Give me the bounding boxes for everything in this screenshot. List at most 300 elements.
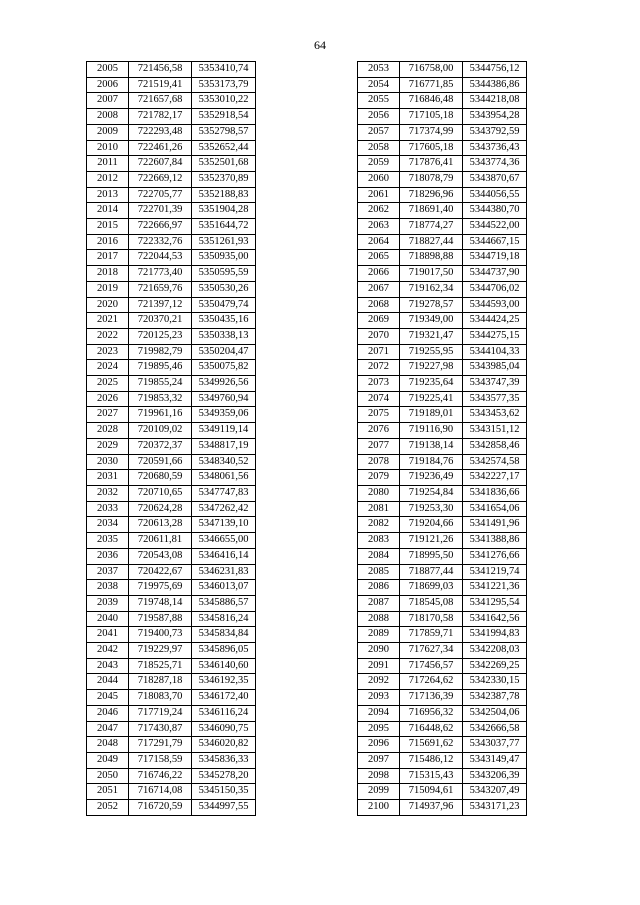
point-number-cell: 2035 — [87, 533, 129, 549]
x-coordinate-cell: 715691,62 — [400, 737, 463, 753]
y-coordinate-cell: 5352918,54 — [192, 109, 256, 125]
table-row — [87, 721, 256, 737]
table-row — [87, 93, 256, 109]
point-number-cell: 2077 — [358, 438, 400, 454]
table-row — [87, 548, 256, 564]
point-number-cell: 2041 — [87, 627, 129, 643]
point-number-cell: 2068 — [358, 297, 400, 313]
table-row — [358, 266, 527, 282]
x-coordinate-cell: 720680,59 — [129, 470, 192, 486]
point-number-cell: 2081 — [358, 501, 400, 517]
table-row — [358, 705, 527, 721]
point-number-cell: 2089 — [358, 627, 400, 643]
x-coordinate-cell: 721773,40 — [129, 266, 192, 282]
y-coordinate-cell: 5342574,58 — [463, 454, 527, 470]
point-number-cell: 2012 — [87, 171, 129, 187]
table-row — [358, 423, 527, 439]
table-row — [87, 313, 256, 329]
x-coordinate-cell: 719017,50 — [400, 266, 463, 282]
point-number-cell: 2045 — [87, 690, 129, 706]
table-row — [358, 313, 527, 329]
x-coordinate-cell: 722332,76 — [129, 234, 192, 250]
y-coordinate-cell: 5347747,83 — [192, 485, 256, 501]
y-coordinate-cell: 5346172,40 — [192, 690, 256, 706]
x-coordinate-cell: 719400,73 — [129, 627, 192, 643]
y-coordinate-cell: 5341295,54 — [463, 595, 527, 611]
table-row — [87, 643, 256, 659]
y-coordinate-cell: 5350935,00 — [192, 250, 256, 266]
x-coordinate-cell: 716720,59 — [129, 800, 192, 816]
table-row — [87, 690, 256, 706]
x-coordinate-cell: 716714,08 — [129, 784, 192, 800]
table-row — [87, 627, 256, 643]
x-coordinate-cell: 719204,66 — [400, 517, 463, 533]
y-coordinate-cell: 5342269,25 — [463, 658, 527, 674]
table-row — [87, 705, 256, 721]
table-row — [87, 203, 256, 219]
table-row — [87, 768, 256, 784]
point-number-cell: 2060 — [358, 171, 400, 187]
table-row — [87, 533, 256, 549]
x-coordinate-cell: 716758,00 — [400, 62, 463, 78]
point-number-cell: 2027 — [87, 407, 129, 423]
table-row — [358, 768, 527, 784]
x-coordinate-cell: 718078,79 — [400, 171, 463, 187]
x-coordinate-cell: 721782,17 — [129, 109, 192, 125]
y-coordinate-cell: 5352798,57 — [192, 124, 256, 140]
point-number-cell: 2085 — [358, 564, 400, 580]
point-number-cell: 2092 — [358, 674, 400, 690]
point-number-cell: 2028 — [87, 423, 129, 439]
point-number-cell: 2053 — [358, 62, 400, 78]
x-coordinate-cell: 719254,84 — [400, 485, 463, 501]
point-number-cell: 2082 — [358, 517, 400, 533]
y-coordinate-cell: 5343207,49 — [463, 784, 527, 800]
point-number-cell: 2074 — [358, 391, 400, 407]
table-row — [87, 423, 256, 439]
x-coordinate-cell: 718699,03 — [400, 580, 463, 596]
table-row — [87, 250, 256, 266]
y-coordinate-cell: 5346231,83 — [192, 564, 256, 580]
y-coordinate-cell: 5353010,22 — [192, 93, 256, 109]
y-coordinate-cell: 5344997,55 — [192, 800, 256, 816]
y-coordinate-cell: 5344667,15 — [463, 234, 527, 250]
table-row — [358, 674, 527, 690]
y-coordinate-cell: 5345836,33 — [192, 752, 256, 768]
point-number-cell: 2083 — [358, 533, 400, 549]
y-coordinate-cell: 5350435,16 — [192, 313, 256, 329]
table-row — [358, 643, 527, 659]
y-coordinate-cell: 5349926,56 — [192, 376, 256, 392]
point-number-cell: 2014 — [87, 203, 129, 219]
x-coordinate-cell: 721657,68 — [129, 93, 192, 109]
y-coordinate-cell: 5347262,42 — [192, 501, 256, 517]
point-number-cell: 2007 — [87, 93, 129, 109]
point-number-cell: 2079 — [358, 470, 400, 486]
point-number-cell: 2096 — [358, 737, 400, 753]
table-row — [358, 485, 527, 501]
table-row — [87, 376, 256, 392]
y-coordinate-cell: 5342330,15 — [463, 674, 527, 690]
point-number-cell: 2086 — [358, 580, 400, 596]
y-coordinate-cell: 5344380,70 — [463, 203, 527, 219]
x-coordinate-cell: 719225,41 — [400, 391, 463, 407]
y-coordinate-cell: 5341836,66 — [463, 485, 527, 501]
x-coordinate-cell: 719982,79 — [129, 344, 192, 360]
point-number-cell: 2078 — [358, 454, 400, 470]
x-coordinate-cell: 717158,59 — [129, 752, 192, 768]
table-row — [358, 281, 527, 297]
x-coordinate-cell: 718995,50 — [400, 548, 463, 564]
point-number-cell: 2048 — [87, 737, 129, 753]
x-coordinate-cell: 716448,62 — [400, 721, 463, 737]
table-row — [87, 62, 256, 78]
x-coordinate-cell: 718877,44 — [400, 564, 463, 580]
table-row — [87, 438, 256, 454]
y-coordinate-cell: 5343151,12 — [463, 423, 527, 439]
point-number-cell: 2034 — [87, 517, 129, 533]
coordinates-table-left — [86, 61, 256, 816]
point-number-cell: 2023 — [87, 344, 129, 360]
point-number-cell: 2076 — [358, 423, 400, 439]
table-row — [358, 156, 527, 172]
y-coordinate-cell: 5341276,66 — [463, 548, 527, 564]
y-coordinate-cell: 5344737,90 — [463, 266, 527, 282]
point-number-cell: 2069 — [358, 313, 400, 329]
y-coordinate-cell: 5350338,13 — [192, 328, 256, 344]
y-coordinate-cell: 5350530,26 — [192, 281, 256, 297]
x-coordinate-cell: 717374,99 — [400, 124, 463, 140]
y-coordinate-cell: 5351644,72 — [192, 219, 256, 235]
table-row — [87, 171, 256, 187]
table-row — [358, 501, 527, 517]
table-row — [358, 234, 527, 250]
table-row — [87, 109, 256, 125]
y-coordinate-cell: 5341994,83 — [463, 627, 527, 643]
x-coordinate-cell: 718827,44 — [400, 234, 463, 250]
y-coordinate-cell: 5346090,75 — [192, 721, 256, 737]
table-row — [87, 501, 256, 517]
x-coordinate-cell: 720422,67 — [129, 564, 192, 580]
point-number-cell: 2017 — [87, 250, 129, 266]
point-number-cell: 2019 — [87, 281, 129, 297]
point-number-cell: 2097 — [358, 752, 400, 768]
table-row — [87, 156, 256, 172]
point-number-cell: 2072 — [358, 360, 400, 376]
x-coordinate-cell: 717719,24 — [129, 705, 192, 721]
point-number-cell: 2084 — [358, 548, 400, 564]
x-coordinate-cell: 715315,43 — [400, 768, 463, 784]
x-coordinate-cell: 720611,81 — [129, 533, 192, 549]
point-number-cell: 2021 — [87, 313, 129, 329]
y-coordinate-cell: 5341388,86 — [463, 533, 527, 549]
point-number-cell: 2055 — [358, 93, 400, 109]
table-row — [358, 297, 527, 313]
y-coordinate-cell: 5352188,83 — [192, 187, 256, 203]
table-row — [358, 533, 527, 549]
point-number-cell: 2025 — [87, 376, 129, 392]
point-number-cell: 2065 — [358, 250, 400, 266]
y-coordinate-cell: 5346020,82 — [192, 737, 256, 753]
table-row — [87, 580, 256, 596]
y-coordinate-cell: 5346416,14 — [192, 548, 256, 564]
point-number-cell: 2033 — [87, 501, 129, 517]
point-number-cell: 2095 — [358, 721, 400, 737]
x-coordinate-cell: 720370,21 — [129, 313, 192, 329]
table-row — [87, 485, 256, 501]
table-row — [358, 124, 527, 140]
x-coordinate-cell: 720372,37 — [129, 438, 192, 454]
x-coordinate-cell: 717136,39 — [400, 690, 463, 706]
y-coordinate-cell: 5347139,10 — [192, 517, 256, 533]
y-coordinate-cell: 5345278,20 — [192, 768, 256, 784]
point-number-cell: 2024 — [87, 360, 129, 376]
y-coordinate-cell: 5342208,03 — [463, 643, 527, 659]
table-row — [358, 376, 527, 392]
x-coordinate-cell: 722705,77 — [129, 187, 192, 203]
x-coordinate-cell: 716771,85 — [400, 77, 463, 93]
x-coordinate-cell: 718170,58 — [400, 611, 463, 627]
point-number-cell: 2087 — [358, 595, 400, 611]
table-row — [87, 187, 256, 203]
point-number-cell: 2067 — [358, 281, 400, 297]
x-coordinate-cell: 716956,32 — [400, 705, 463, 721]
table-row — [358, 77, 527, 93]
x-coordinate-cell: 718898,88 — [400, 250, 463, 266]
point-number-cell: 2056 — [358, 109, 400, 125]
x-coordinate-cell: 719138,14 — [400, 438, 463, 454]
table-row — [87, 674, 256, 690]
table-row — [358, 564, 527, 580]
table-row — [87, 784, 256, 800]
x-coordinate-cell: 719349,00 — [400, 313, 463, 329]
y-coordinate-cell: 5343037,77 — [463, 737, 527, 753]
y-coordinate-cell: 5341219,74 — [463, 564, 527, 580]
y-coordinate-cell: 5349760,94 — [192, 391, 256, 407]
x-coordinate-cell: 719321,47 — [400, 328, 463, 344]
y-coordinate-cell: 5344522,00 — [463, 219, 527, 235]
table-row — [358, 690, 527, 706]
table-row — [358, 187, 527, 203]
point-number-cell: 2064 — [358, 234, 400, 250]
x-coordinate-cell: 718545,08 — [400, 595, 463, 611]
x-coordinate-cell: 720591,66 — [129, 454, 192, 470]
y-coordinate-cell: 5343774,36 — [463, 156, 527, 172]
x-coordinate-cell: 719253,30 — [400, 501, 463, 517]
y-coordinate-cell: 5344593,00 — [463, 297, 527, 313]
point-number-cell: 2039 — [87, 595, 129, 611]
y-coordinate-cell: 5345816,24 — [192, 611, 256, 627]
x-coordinate-cell: 719121,26 — [400, 533, 463, 549]
x-coordinate-cell: 714937,96 — [400, 800, 463, 816]
y-coordinate-cell: 5344424,25 — [463, 313, 527, 329]
y-coordinate-cell: 5349119,14 — [192, 423, 256, 439]
x-coordinate-cell: 716846,48 — [400, 93, 463, 109]
y-coordinate-cell: 5345834,84 — [192, 627, 256, 643]
y-coordinate-cell: 5348061,56 — [192, 470, 256, 486]
table-row — [87, 281, 256, 297]
x-coordinate-cell: 719189,01 — [400, 407, 463, 423]
point-number-cell: 2047 — [87, 721, 129, 737]
y-coordinate-cell: 5343171,23 — [463, 800, 527, 816]
point-number-cell: 2015 — [87, 219, 129, 235]
point-number-cell: 2011 — [87, 156, 129, 172]
y-coordinate-cell: 5343577,35 — [463, 391, 527, 407]
point-number-cell: 2046 — [87, 705, 129, 721]
y-coordinate-cell: 5351904,28 — [192, 203, 256, 219]
table-row — [87, 297, 256, 313]
table-row — [358, 140, 527, 156]
y-coordinate-cell: 5345150,35 — [192, 784, 256, 800]
y-coordinate-cell: 5342504,06 — [463, 705, 527, 721]
coordinates-table-right — [357, 61, 527, 816]
table-row — [87, 517, 256, 533]
table-row — [87, 564, 256, 580]
point-number-cell: 2100 — [358, 800, 400, 816]
y-coordinate-cell: 5343747,39 — [463, 376, 527, 392]
table-row — [358, 62, 527, 78]
x-coordinate-cell: 722666,97 — [129, 219, 192, 235]
table-row — [358, 517, 527, 533]
table-row — [87, 219, 256, 235]
table-row — [358, 203, 527, 219]
point-number-cell: 2040 — [87, 611, 129, 627]
x-coordinate-cell: 718774,27 — [400, 219, 463, 235]
point-number-cell: 2032 — [87, 485, 129, 501]
point-number-cell: 2052 — [87, 800, 129, 816]
y-coordinate-cell: 5353173,79 — [192, 77, 256, 93]
y-coordinate-cell: 5346655,00 — [192, 533, 256, 549]
point-number-cell: 2049 — [87, 752, 129, 768]
y-coordinate-cell: 5343954,28 — [463, 109, 527, 125]
x-coordinate-cell: 717291,79 — [129, 737, 192, 753]
y-coordinate-cell: 5343985,04 — [463, 360, 527, 376]
point-number-cell: 2090 — [358, 643, 400, 659]
table-row — [87, 658, 256, 674]
table-row — [358, 580, 527, 596]
table-row — [87, 800, 256, 816]
point-number-cell: 2075 — [358, 407, 400, 423]
y-coordinate-cell: 5345896,05 — [192, 643, 256, 659]
x-coordinate-cell: 720109,02 — [129, 423, 192, 439]
point-number-cell: 2030 — [87, 454, 129, 470]
y-coordinate-cell: 5344719,18 — [463, 250, 527, 266]
y-coordinate-cell: 5341642,56 — [463, 611, 527, 627]
y-coordinate-cell: 5350595,59 — [192, 266, 256, 282]
point-number-cell: 2036 — [87, 548, 129, 564]
x-coordinate-cell: 720624,28 — [129, 501, 192, 517]
x-coordinate-cell: 719961,16 — [129, 407, 192, 423]
table-row — [358, 391, 527, 407]
x-coordinate-cell: 719278,57 — [400, 297, 463, 313]
point-number-cell: 2043 — [87, 658, 129, 674]
x-coordinate-cell: 715486,12 — [400, 752, 463, 768]
point-number-cell: 2005 — [87, 62, 129, 78]
point-number-cell: 2080 — [358, 485, 400, 501]
table-row — [87, 391, 256, 407]
x-coordinate-cell: 716746,22 — [129, 768, 192, 784]
table-row — [358, 344, 527, 360]
point-number-cell: 2008 — [87, 109, 129, 125]
y-coordinate-cell: 5346116,24 — [192, 705, 256, 721]
table-row — [358, 438, 527, 454]
y-coordinate-cell: 5343206,39 — [463, 768, 527, 784]
point-number-cell: 2020 — [87, 297, 129, 313]
y-coordinate-cell: 5344275,15 — [463, 328, 527, 344]
table-row — [358, 752, 527, 768]
y-coordinate-cell: 5341221,36 — [463, 580, 527, 596]
point-number-cell: 2059 — [358, 156, 400, 172]
table-row — [358, 328, 527, 344]
y-coordinate-cell: 5342666,58 — [463, 721, 527, 737]
x-coordinate-cell: 717456,57 — [400, 658, 463, 674]
point-number-cell: 2026 — [87, 391, 129, 407]
table-row — [358, 219, 527, 235]
y-coordinate-cell: 5343870,67 — [463, 171, 527, 187]
y-coordinate-cell: 5341654,06 — [463, 501, 527, 517]
y-coordinate-cell: 5350479,74 — [192, 297, 256, 313]
point-number-cell: 2031 — [87, 470, 129, 486]
x-coordinate-cell: 717105,18 — [400, 109, 463, 125]
point-number-cell: 2099 — [358, 784, 400, 800]
point-number-cell: 2029 — [87, 438, 129, 454]
table-row — [358, 250, 527, 266]
table-row — [358, 171, 527, 187]
y-coordinate-cell: 5341491,96 — [463, 517, 527, 533]
y-coordinate-cell: 5348340,52 — [192, 454, 256, 470]
point-number-cell: 2093 — [358, 690, 400, 706]
table-row — [87, 344, 256, 360]
point-number-cell: 2088 — [358, 611, 400, 627]
x-coordinate-cell: 719236,49 — [400, 470, 463, 486]
x-coordinate-cell: 722669,12 — [129, 171, 192, 187]
point-number-cell: 2073 — [358, 376, 400, 392]
x-coordinate-cell: 719975,69 — [129, 580, 192, 596]
table-row — [358, 454, 527, 470]
y-coordinate-cell: 5349359,06 — [192, 407, 256, 423]
y-coordinate-cell: 5344756,12 — [463, 62, 527, 78]
x-coordinate-cell: 721659,76 — [129, 281, 192, 297]
table-row — [358, 737, 527, 753]
point-number-cell: 2051 — [87, 784, 129, 800]
table-row — [87, 234, 256, 250]
table-row — [87, 454, 256, 470]
x-coordinate-cell: 719235,64 — [400, 376, 463, 392]
x-coordinate-cell: 718287,18 — [129, 674, 192, 690]
x-coordinate-cell: 722607,84 — [129, 156, 192, 172]
y-coordinate-cell: 5346140,60 — [192, 658, 256, 674]
table-row — [87, 752, 256, 768]
point-number-cell: 2042 — [87, 643, 129, 659]
x-coordinate-cell: 719895,46 — [129, 360, 192, 376]
point-number-cell: 2022 — [87, 328, 129, 344]
table-row — [87, 124, 256, 140]
x-coordinate-cell: 718083,70 — [129, 690, 192, 706]
point-number-cell: 2018 — [87, 266, 129, 282]
y-coordinate-cell: 5353410,74 — [192, 62, 256, 78]
x-coordinate-cell: 722701,39 — [129, 203, 192, 219]
point-number-cell: 2010 — [87, 140, 129, 156]
table-row — [358, 800, 527, 816]
table-row — [87, 595, 256, 611]
page-number: 64 — [314, 38, 326, 52]
point-number-cell: 2037 — [87, 564, 129, 580]
x-coordinate-cell: 721519,41 — [129, 77, 192, 93]
y-coordinate-cell: 5344056,55 — [463, 187, 527, 203]
x-coordinate-cell: 715094,61 — [400, 784, 463, 800]
point-number-cell: 2009 — [87, 124, 129, 140]
point-number-cell: 2062 — [358, 203, 400, 219]
